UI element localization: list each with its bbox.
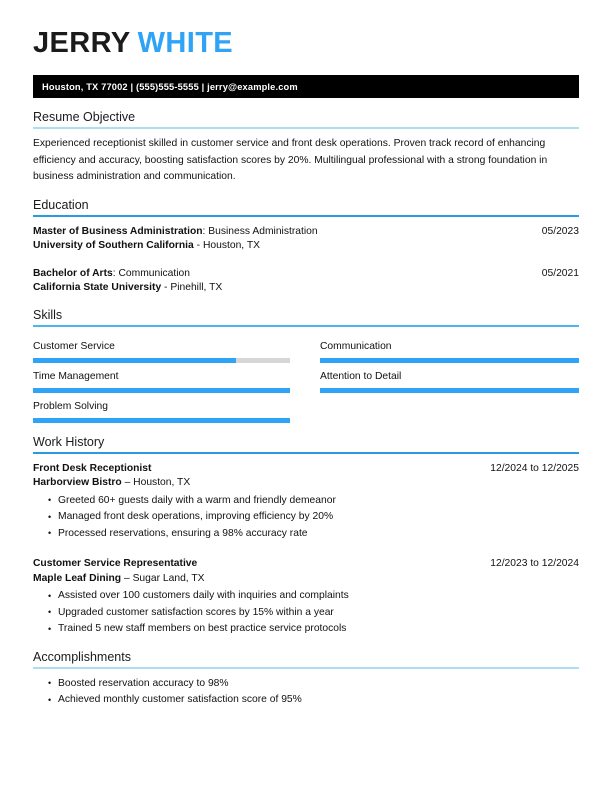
education-entry — [33, 267, 579, 296]
contact-line: Houston, TX 77002 | (555)555-5555 | jerry@example.com — [42, 81, 298, 92]
section-rule-accomplishments — [33, 667, 579, 669]
job-separator: – — [121, 572, 133, 584]
education-entry — [33, 225, 579, 254]
education-school-separator: - — [193, 240, 203, 251]
name-block — [33, 0, 579, 62]
education-location: Pinehill, TX — [170, 282, 223, 293]
job-bullet: • Trained 5 new staff members on best practice service protocols — [33, 621, 579, 638]
skill-label: Attention to Detail — [320, 370, 402, 382]
education-field: Business Administration — [208, 225, 318, 237]
job-bullet: • Managed front desk operations, improving efficiency by 20% — [33, 509, 579, 526]
job-entry — [33, 557, 579, 638]
job-bullet: • Upgraded customer satisfaction scores by 15% within a year — [33, 605, 579, 622]
skill-meter-fill — [320, 358, 579, 363]
job-title: Customer Service Representative — [33, 558, 198, 569]
skill-meter — [33, 358, 290, 363]
section-accomplishments — [33, 649, 579, 709]
skill-meter — [320, 358, 579, 363]
first-name: JERRY — [33, 27, 131, 59]
skill-item — [33, 369, 290, 393]
section-skills — [33, 307, 579, 423]
education-school-separator: - — [161, 282, 171, 293]
skill-meter — [320, 388, 579, 393]
job-location: Sugar Land, TX — [132, 572, 205, 584]
education-school-line — [33, 239, 579, 254]
job-bullet-list — [33, 588, 579, 638]
skill-item — [320, 369, 579, 393]
education-date: 05/2023 — [541, 225, 579, 237]
candidate-name — [33, 26, 579, 60]
job-company: Harborview Bistro — [33, 477, 122, 488]
skill-meter — [33, 418, 290, 423]
education-degree: Bachelor of Arts — [33, 267, 113, 279]
job-date: 12/2023 to 12/2024 — [490, 558, 579, 569]
skill-label: Customer Service — [33, 340, 115, 352]
section-education — [33, 197, 579, 296]
skill-meter — [33, 388, 290, 393]
job-location: Houston, TX — [133, 477, 191, 488]
section-title-skills: Skills — [33, 307, 63, 322]
job-bullet-list — [33, 493, 579, 543]
skill-item-empty — [320, 393, 579, 423]
job-date: 12/2024 to 12/2025 — [490, 462, 579, 474]
accomplishment-bullet: • Achieved monthly customer satisfaction score of 95% — [33, 692, 579, 709]
skills-grid — [33, 333, 579, 423]
job-company-line — [33, 476, 579, 491]
education-field: Communication — [118, 267, 191, 279]
job-company-line — [33, 572, 579, 587]
job-entry — [33, 462, 579, 543]
job-separator: – — [121, 477, 134, 488]
skill-meter-fill — [33, 388, 290, 393]
education-degree-line — [33, 225, 318, 240]
skill-item — [33, 339, 290, 363]
skill-item — [320, 339, 579, 363]
education-school-line — [33, 281, 579, 296]
last-name: WHITE — [137, 27, 234, 59]
skill-label: Time Management — [33, 370, 119, 382]
section-rule-work-history — [33, 452, 579, 454]
job-title: Front Desk Receptionist — [33, 462, 152, 474]
education-degree: Master of Business Administration — [33, 225, 203, 237]
education-degree-separator: : — [112, 267, 119, 279]
section-title-accomplishments: Accomplishments — [33, 649, 131, 664]
section-title-objective: Resume Objective — [33, 110, 136, 124]
education-date: 05/2021 — [541, 267, 579, 279]
job-bullet: • Greeted 60+ guests daily with a warm and friendly demeanor — [33, 493, 579, 510]
job-bullet: • Processed reservations, ensuring a 98% accuracy rate — [33, 526, 579, 543]
section-rule-objective — [33, 127, 579, 129]
section-rule-education — [33, 215, 579, 217]
education-school: University of Southern California — [33, 240, 194, 251]
contact-bar — [33, 75, 579, 98]
section-title-education: Education — [33, 197, 89, 212]
accomplishment-list — [33, 676, 579, 709]
job-bullet: • Assisted over 100 customers daily with inquiries and complaints — [33, 588, 579, 605]
skill-label: Problem Solving — [33, 400, 108, 412]
skill-meter-fill — [320, 388, 579, 393]
education-location: Houston, TX — [202, 240, 260, 251]
skill-item — [33, 399, 290, 423]
education-degree-separator: : — [202, 225, 209, 237]
section-resume-objective — [33, 109, 579, 186]
accomplishment-bullet: • Boosted reservation accuracy to 98% — [33, 676, 579, 693]
section-rule-skills — [33, 325, 579, 327]
skill-meter-fill — [33, 418, 290, 423]
education-degree-line — [33, 267, 190, 282]
section-title-work-history: Work History — [33, 434, 105, 449]
skill-meter-fill — [33, 358, 236, 363]
job-company: Maple Leaf Dining — [33, 572, 122, 584]
objective-text: Experienced receptionist skilled in customer service and front desk operations. Proven track record of enhancing efficiency and accuracy, boosting satisfaction scores by 20%. Multilingual professional with a strong foundation in business administration and communication. — [33, 138, 548, 182]
section-work-history — [33, 434, 579, 638]
skill-label: Communication — [320, 340, 392, 352]
education-school: California State University — [33, 282, 162, 293]
